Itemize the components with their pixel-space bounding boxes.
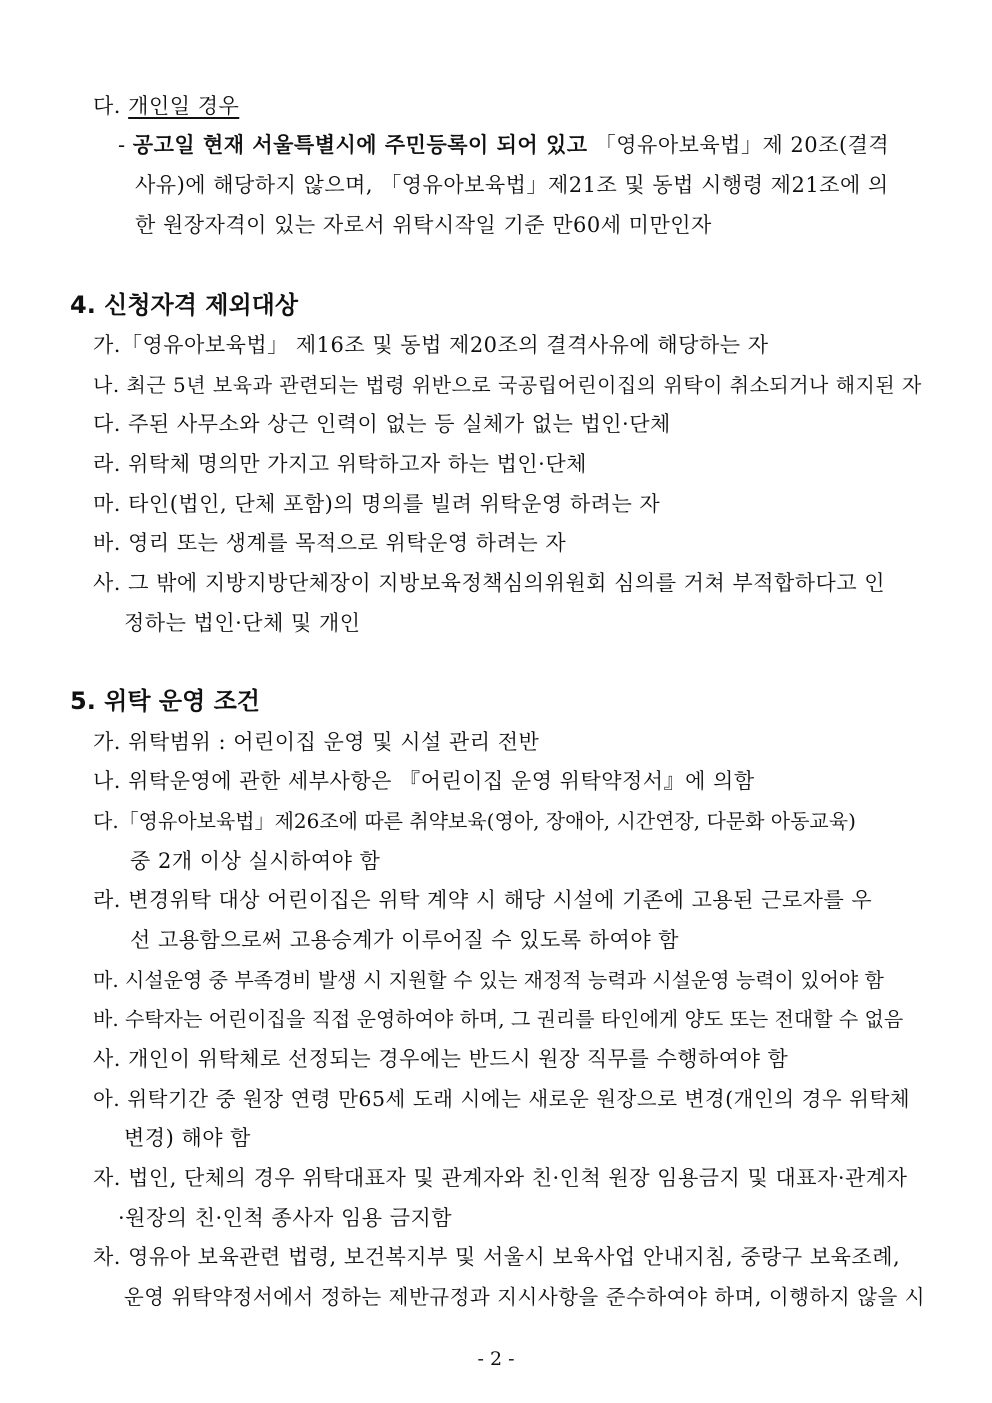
section-5-item-continuation: 변경) 해야 함 <box>124 1126 251 1150</box>
section-5-item: 마. 시설운영 중 부족경비 발생 시 지원할 수 있는 재정적 능력과 시설운영 능력이 있어야 함 <box>93 968 884 992</box>
section-5-item: 차. 영유아 보육관련 법령, 보건복지부 및 서울시 보육사업 안내지침, 중랑구 보육조례, <box>93 1245 901 1269</box>
section-5-heading: 5. 위탁 운영 조건 <box>70 687 260 715</box>
individual-case-label: 다. <box>93 94 121 118</box>
dash-marker: - <box>118 133 126 157</box>
section-4-item: 다. 주된 사무소와 상근 인력이 없는 등 실체가 없는 법인·단체 <box>93 412 671 436</box>
section-5-item: 가. 위탁범위 : 어린이집 운영 및 시설 관리 전반 <box>93 730 540 754</box>
page-number: - 2 - <box>477 1348 515 1370</box>
section-5-item: 아. 위탁기간 중 원장 연령 만65세 도래 시에는 새로운 원장으로 변경(개인의 경우 위탁체 <box>93 1087 911 1111</box>
section-5-item: 바. 수탁자는 어린이집을 직접 운영하여야 하며, 그 권리를 타인에게 양도 또는 전대할 수 없음 <box>93 1007 904 1031</box>
section-5-item: 사. 개인이 위탁체로 선정되는 경우에는 반드시 원장 직무를 수행하여야 함 <box>93 1047 789 1071</box>
section-5-item: 자. 법인, 단체의 경우 위탁대표자 및 관계자와 친·인척 원장 임용금지 및 대표자·관계자 <box>93 1166 908 1190</box>
section-5-item-continuation: ·원장의 친·인척 종사자 임용 금지함 <box>118 1206 453 1230</box>
section-4-item: 마. 타인(법인, 단체 포함)의 명의를 빌려 위탁운영 하려는 자 <box>93 492 661 516</box>
section-4-item: 사. 그 밖에 지방지방단체장이 지방보육정책심의위원회 심의를 거쳐 부적합하다고 인 <box>93 571 886 595</box>
individual-case-detail-line-2: 사유)에 해당하지 않으며, 「영유아보육법」제21조 및 동법 시행령 제21조에 의 <box>135 173 889 197</box>
section-5-item-continuation: 운영 위탁약정서에서 정하는 제반규정과 지시사항을 준수하여야 하며, 이행하지 않을 시 <box>124 1285 926 1309</box>
individual-case-detail-line-1 <box>118 131 889 159</box>
individual-case-detail-line-3: 한 원장자격이 있는 자로서 위탁시작일 기준 만60세 미만인자 <box>135 213 712 237</box>
section-4-heading: 4. 신청자격 제외대상 <box>70 291 298 319</box>
individual-case-title: 개인일 경우 <box>128 94 240 118</box>
section-4-item: 바. 영리 또는 생계를 목적으로 위탁운영 하려는 자 <box>93 531 567 555</box>
section-4-item: 나. 최근 5년 보육과 관련되는 법령 위반으로 국공립어린이집의 위탁이 취소되거나 해지된 자 <box>93 373 922 397</box>
section-4-item-continuation: 정하는 법인·단체 및 개인 <box>124 611 361 635</box>
section-5-item-continuation: 중 2개 이상 실시하여야 함 <box>130 849 381 873</box>
section-5-item: 다.「영유아보육법」제26조에 따른 취약보육(영아, 장애아, 시간연장, 다문화 아동교육) <box>93 809 856 833</box>
section-4-item: 라. 위탁체 명의만 가지고 위탁하고자 하는 법인·단체 <box>93 452 587 476</box>
section-5-item: 라. 변경위탁 대상 어린이집은 위탁 계약 시 해당 시설에 기존에 고용된 근로자를 우 <box>93 888 873 912</box>
section-5-item-continuation: 선 고용함으로써 고용승계가 이루어질 수 있도록 하여야 함 <box>130 928 680 952</box>
residence-requirement-bold: 공고일 현재 서울특별시에 주민등록이 되어 있고 <box>132 132 588 157</box>
individual-case-line <box>93 92 239 120</box>
individual-case-line1-rest: 「영유아보육법」제 20조(결격 <box>587 133 890 157</box>
section-4-item: 가.「영유아보육법」 제16조 및 동법 제20조의 결격사유에 해당하는 자 <box>93 333 769 357</box>
section-5-item: 나. 위탁운영에 관한 세부사항은 『어린이집 운영 위탁약정서』에 의함 <box>93 769 755 793</box>
